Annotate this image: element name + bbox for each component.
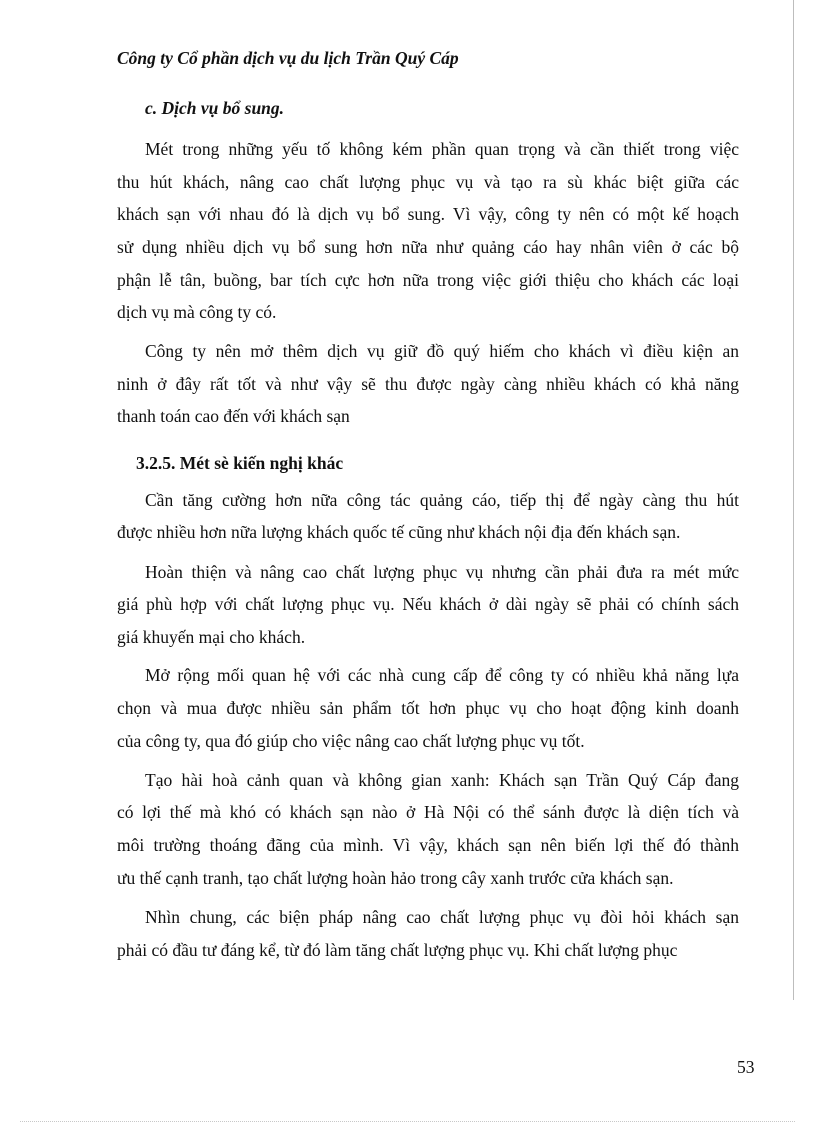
para5-line3: của công ty, qua đó giúp cho việc nâng cao chất lượng phục vụ tốt.: [117, 731, 585, 751]
para5-line1: Mở rộng mối quan hệ với các nhà cung cấp để công ty có nhiều khả năng lựa: [145, 665, 739, 685]
para1-line3: khách sạn với nhau đó là dịch vụ bổ sung. Vì vậy, công ty nên có một kế hoạch: [117, 204, 739, 224]
para2-line1: Công ty nên mở thêm dịch vụ giữ đồ quý hiếm cho khách vì điều kiện an: [145, 341, 739, 361]
para6-line4: ưu thế cạnh tranh, tạo chất lượng hoàn hảo trong cây xanh trước cửa khách sạn.: [117, 868, 674, 888]
para7-line1: Nhìn chung, các biện pháp nâng cao chất lượng phục vụ đòi hỏi khách sạn: [145, 907, 739, 927]
para4-line2: giá phù hợp với chất lượng phục vụ. Nếu khách ở dài ngày sẽ phải có chính sách: [117, 594, 739, 614]
para1-line6: dịch vụ mà công ty có.: [117, 302, 277, 322]
para2-line2: ninh ở đây rất tốt và như vậy sẽ thu được ngày càng nhiều khách có khả năng: [117, 374, 739, 394]
para1-line2: thu hút khách, nâng cao chất lượng phục vụ và tạo ra sù khác biệt giữa các: [117, 172, 739, 192]
para3-line2: được nhiều hơn nữa lượng khách quốc tế cũng như khách nội địa đến khách sạn.: [117, 522, 681, 542]
para6-line2: có lợi thế mà khó có khách sạn nào ở Hà Nội có thể sánh được là diện tích và: [117, 802, 739, 822]
para6-line3: môi trường thoáng đãng của mình. Vì vậy, khách sạn nên biến lợi thế đó thành: [117, 835, 739, 855]
para5-line2: chọn và mua được nhiều sản phẩm tốt hơn phục vụ cho hoạt động kinh doanh: [117, 698, 739, 718]
para3-line1: Cần tăng cường hơn nữa công tác quảng cáo, tiếp thị để ngày càng thu hút: [145, 490, 739, 510]
page-right-border: [793, 0, 794, 1000]
para4-line3: giá khuyến mại cho khách.: [117, 627, 306, 647]
section-325-title: 3.2.5. Mét sè kiến nghị khác: [136, 453, 344, 473]
page-bottom-dotted-rule: [20, 1121, 795, 1122]
running-header: Công ty Cổ phần dịch vụ du lịch Trần Quý Cáp: [117, 48, 459, 68]
para7-line2: phải có đầu tư đáng kể, từ đó làm tăng chất lượng phục vụ. Khi chất lượng phục: [117, 940, 678, 960]
para1-line5: phận lễ tân, buồng, bar tích cực hơn nữa trong việc giới thiệu cho khách các loại: [117, 270, 739, 290]
page-number: 53: [737, 1057, 755, 1077]
para1-line4: sử dụng nhiều dịch vụ bổ sung hơn nữa như quảng cáo hay nhân viên ở các bộ: [117, 237, 739, 257]
para6-line1: Tạo hài hoà cảnh quan và không gian xanh: Khách sạn Trần Quý Cáp đang: [145, 770, 739, 790]
para2-line3: thanh toán cao đến với khách sạn: [117, 406, 350, 426]
para4-line1: Hoàn thiện và nâng cao chất lượng phục vụ nhưng cần phải đưa ra mét mức: [145, 562, 739, 582]
para1-line1: Mét trong những yếu tố không kém phần quan trọng và cần thiết trong việc: [145, 139, 739, 159]
section-c-title: c. Dịch vụ bổ sung.: [145, 98, 285, 118]
